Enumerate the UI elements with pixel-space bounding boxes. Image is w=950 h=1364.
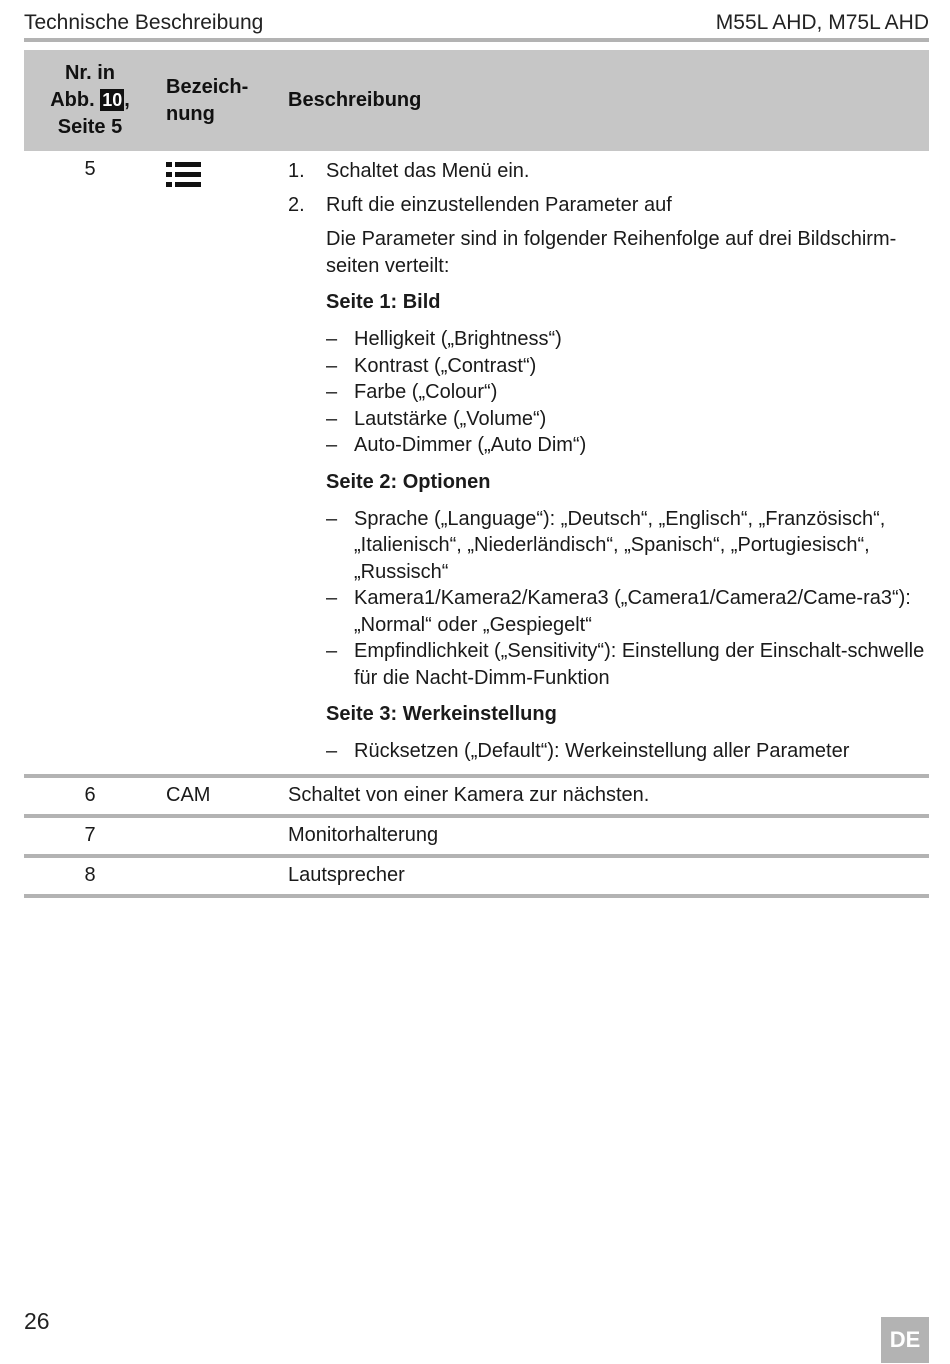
model-name: M55L AHD, M75L AHD — [715, 11, 929, 34]
list-item: – Rücksetzen („Default“): Werkeinstellung aller Parameter — [326, 740, 850, 762]
row-nr: 8 — [84, 864, 96, 886]
header-nr — [24, 60, 156, 141]
section-title: Technische Beschreibung — [24, 11, 264, 34]
page3-list — [326, 738, 929, 765]
row-desc: Lautsprecher — [288, 864, 405, 886]
header-bez-line1: Bezeich- — [166, 75, 249, 98]
row-desc: Schaltet von einer Kamera zur nächsten. — [288, 784, 650, 806]
language-badge: DE — [881, 1317, 929, 1363]
intro-text: Die Parameter sind in folgender Reihenfolge auf drei Bildschirm-seiten verteilt: — [326, 228, 897, 277]
row-bez — [156, 158, 288, 765]
menu-list-icon — [166, 162, 202, 188]
row-nr: 7 — [84, 824, 96, 846]
row-desc: Monitorhalterung — [288, 824, 439, 846]
steps-list — [288, 158, 929, 219]
list-item: 1. Schaltet das Menü ein. — [288, 160, 530, 182]
page-number: 26 — [24, 1308, 50, 1334]
header-nr-line3: Seite 5 — [57, 116, 123, 138]
header-divider — [24, 38, 929, 42]
page3-title: Seite 3: Werkeinstellung — [326, 703, 557, 725]
list-item: – Empfindlichkeit („Sensitivity“): Einstellung der Einschalt-schwelle für die Nacht-Dimm-Funktion — [326, 640, 925, 689]
row-desc — [288, 158, 929, 765]
page-header — [24, 8, 929, 38]
list-item: – Farbe („Colour“) — [326, 381, 498, 403]
page1-list — [326, 326, 929, 459]
list-item: – Helligkeit („Brightness“) — [326, 328, 562, 350]
list-item: – Kontrast („Contrast“) — [326, 354, 537, 377]
header-beschreibung: Beschreibung — [288, 89, 422, 111]
figure-badge: 10 — [102, 90, 123, 110]
page1-title: Seite 1: Bild — [326, 291, 441, 313]
list-item: – Lautstärke („Volume“) — [326, 407, 547, 430]
table-row — [24, 151, 929, 774]
row-nr: 6 — [84, 784, 96, 806]
list-item: – Kamera1/Kamera2/Kamera3 („Camera1/Camera2/Came-ra3“): „Normal“ oder „Gespiegelt“ — [326, 587, 911, 636]
header-nr-line1: Nr. in — [64, 62, 115, 84]
header-nr-comma: , — [124, 89, 130, 111]
table-row — [24, 818, 929, 854]
row-nr: 5 — [84, 158, 96, 180]
table-row — [24, 778, 929, 814]
page2-list — [326, 506, 929, 692]
list-item: – Sprache („Language“): „Deutsch“, „Englisch“, „Französisch“, „Italienisch“, „Niederländisch“, „Spanisch“, „Portugiesisch“, „Russisch“ — [326, 507, 886, 583]
table-row — [24, 858, 929, 894]
list-item: – Auto-Dimmer („Auto Dim“) — [326, 434, 587, 456]
page2-title: Seite 2: Optionen — [326, 470, 491, 493]
list-item: 2. Ruft die einzustellenden Parameter auf — [288, 194, 672, 216]
parameter-details — [326, 226, 929, 765]
header-bez-line2: nung — [166, 102, 215, 125]
row-bez: CAM — [166, 784, 211, 806]
header-bezeichnung — [156, 74, 288, 128]
row-divider — [24, 894, 929, 898]
header-nr-abb: Abb. — [50, 89, 95, 111]
description-table — [24, 50, 929, 898]
header-nr-line2 — [24, 87, 156, 114]
table-header — [24, 50, 929, 151]
